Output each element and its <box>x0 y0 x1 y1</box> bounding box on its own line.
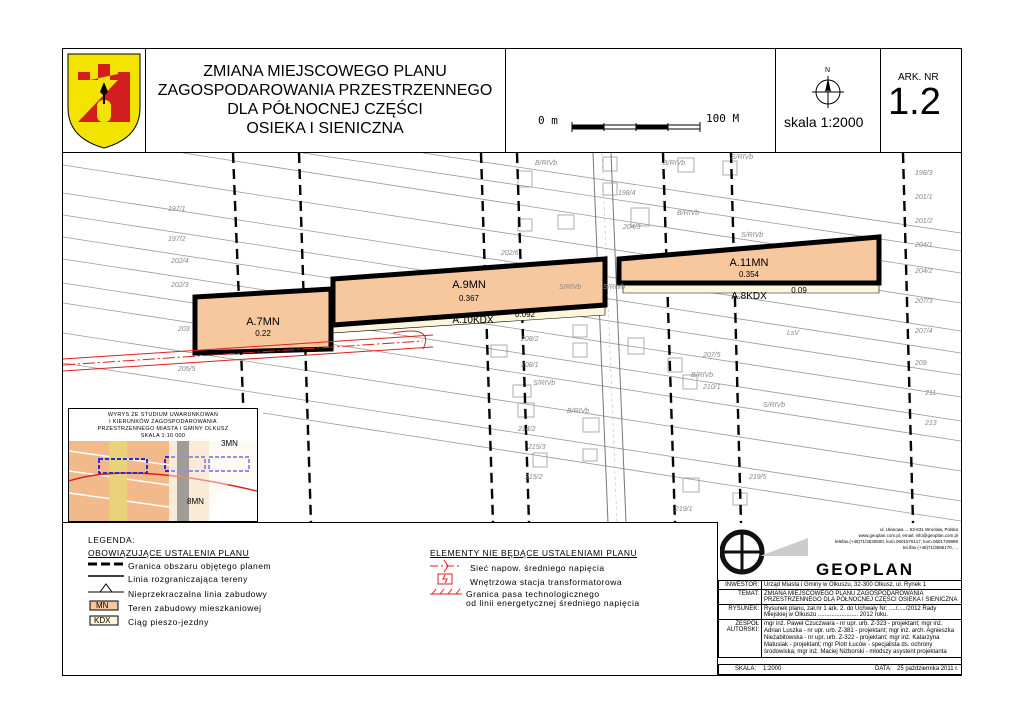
coat-of-arms-icon <box>64 50 144 150</box>
legend-binding-heading: OBOWIĄZUJĄCE USTALENIA PLANU <box>88 548 250 558</box>
legend-info-corridor-2: od linii energetycznej średniego napięcia <box>466 598 640 608</box>
legend-info-corridor-1: Granica pasa technologicznego <box>466 589 600 599</box>
legend-box-kdx: KDX <box>94 616 111 625</box>
road-label-a8kdx: A.8KDX <box>731 291 767 302</box>
title-row-scale-date: SKALA: 1:2000 DATA: 25 października 2011 r. <box>718 664 962 675</box>
svg-text:202/6: 202/6 <box>501 250 519 257</box>
svg-text:215/2: 215/2 <box>525 474 543 481</box>
svg-text:209: 209 <box>915 360 927 367</box>
header-divider-title <box>505 48 506 152</box>
legend-info-transformer: Wnętrzowa stacja transformatorowa <box>470 577 623 587</box>
svg-text:201/2: 201/2 <box>915 218 933 225</box>
svg-text:215/3: 215/3 <box>528 444 546 451</box>
svg-text:214/2: 214/2 <box>518 426 536 433</box>
title-block <box>718 580 962 658</box>
title-line-1: ZMIANA MIEJSCOWEGO PLANU <box>203 63 447 80</box>
svg-text:197/2: 197/2 <box>168 236 186 243</box>
svg-text:LsV: LsV <box>787 330 800 337</box>
scalebar-end-label: 100 M <box>706 112 740 125</box>
scalebar-start-label: 0 m <box>538 114 558 127</box>
svg-text:219/5: 219/5 <box>749 474 767 481</box>
svg-text:S/RIVb: S/RIVb <box>731 154 754 161</box>
svg-text:219/1: 219/1 <box>675 506 693 513</box>
legend-info-heading: ELEMENTY NIE BĘDĄCE USTALENIAMI PLANU <box>430 548 638 558</box>
zone-label-a7mn: A.7MN <box>246 316 280 328</box>
svg-text:S/RIVb: S/RIVb <box>603 284 626 291</box>
zone-value-a7mn: 0.22 <box>255 329 271 338</box>
svg-text:204/3: 204/3 <box>623 224 641 231</box>
title-line-3: DLA PÓŁNOCNEJ CZĘŚCI <box>227 101 423 118</box>
svg-text:210/1: 210/1 <box>703 384 721 391</box>
legend-box-mn: MN <box>96 601 109 610</box>
legend-divider <box>62 522 718 523</box>
legend-info-symbols <box>428 558 464 604</box>
svg-text:B/RIVb: B/RIVb <box>691 372 714 379</box>
road-label-a10kdx: A.10KDX <box>452 315 494 326</box>
road-value-a10kdx: 0.092 <box>514 310 536 319</box>
svg-text:205/5: 205/5 <box>178 366 196 373</box>
svg-text:S/RIVb: S/RIVb <box>741 232 764 239</box>
title-line-2: ZAGOSPODAROWANIA PRZESTRZENNEGO <box>157 82 493 99</box>
svg-text:201/1: 201/1 <box>915 194 933 201</box>
svg-text:B/RIVb: B/RIVb <box>663 160 686 167</box>
north-label: N <box>825 67 831 74</box>
inset-graphic <box>69 441 257 521</box>
svg-text:208/1: 208/1 <box>521 362 539 369</box>
road-value-a8kdx: 0.09 <box>791 286 807 295</box>
header-divider-scalebar <box>775 48 776 152</box>
sheet-label: ARK. NR <box>898 72 939 83</box>
scale-label: skala 1:2000 <box>784 114 864 130</box>
svg-text:213: 213 <box>925 420 937 427</box>
zone-value-a11mn: 0.354 <box>738 270 760 279</box>
svg-text:S/RIVb: S/RIVb <box>763 402 786 409</box>
scalebar <box>570 120 705 134</box>
legend-item-zone-line: Linia rozgraniczająca tereny <box>128 574 248 584</box>
svg-text:202/4: 202/4 <box>171 258 189 265</box>
svg-text:S/RIVb: S/RIVb <box>559 284 582 291</box>
svg-text:B/RIVb: B/RIVb <box>535 160 558 167</box>
svg-text:211: 211 <box>925 390 937 397</box>
zone-label-a11mn: A.11MN <box>729 257 769 269</box>
legend-item-building-line: Nieprzekraczalna linia zabudowy <box>128 589 268 599</box>
svg-text:208/2: 208/2 <box>521 336 539 343</box>
svg-text:198/3: 198/3 <box>915 170 933 177</box>
header-divider-sheet <box>880 48 881 152</box>
svg-text:B/RIVb: B/RIVb <box>677 210 700 217</box>
legend-item-residential: Teren zabudowy mieszkaniowej <box>128 603 262 613</box>
legend-title: LEGENDA: <box>88 535 135 545</box>
svg-text:198/4: 198/4 <box>618 190 636 197</box>
company-contact: ul. Ułanowa ... 53-631 Wrocław, Polska www.geoplan.com.pl, email: info@geoplan.com.pl telefax.(+48)71/3530600, kom.0601576117, kom.0601729888 tel./fax.(+48)71/3586170, ... <box>834 527 958 550</box>
svg-text:204/1: 204/1 <box>915 242 933 249</box>
title-row-investor: INWESTOR: Urząd Miasta i Gminy w Olkuszu, 32-300 Olkusz, ul. Rynek 1 <box>719 581 962 590</box>
svg-text:203: 203 <box>178 326 190 333</box>
sheet-number: 1.2 <box>888 81 941 123</box>
svg-text:197/1: 197/1 <box>168 206 186 213</box>
legend-info-power-line: Sieć napow. średniego napięcia <box>470 563 605 573</box>
svg-text:202/3: 202/3 <box>171 282 189 289</box>
inset-map <box>68 408 258 522</box>
company-name: GEOPLAN <box>816 560 915 579</box>
title-row-authors: ZESPÓŁ AUTORSKI: mgr inż. Paweł Czuczwara - nr upr. urb. Z-323 - projektant; mgr inż. Adrian Luszka - nr upr. urb. Z-381 - projektant; mgr inż. arch. Agnieszka Nieżabitowska - nr upr. urb. Z-322 - projektant; mgr inż. Katarzyna Matusiak - projektant; mgr Piotr Łuców - specjalista ds. ochrony środowiska; mgr inż. Maciej Niżborski - młodszy asystent projektanta <box>719 620 962 658</box>
svg-text:S/RIVb: S/RIVb <box>533 380 556 387</box>
legend-item-pedestrian-road: Ciąg pieszo-jezdny <box>128 617 209 627</box>
title-line-4: OSIEKA I SIENICZNA <box>246 120 404 137</box>
title-row-topic: TEMAT: ZMIANA MIEJSCOWEGO PLANU ZAGOSPODAROWANIA PRZESTRZENNEGO DLA PÓŁNOCNEJ CZĘŚCI OSIEKA I SIENICZNA <box>719 590 962 605</box>
zone-value-a9mn: 0.367 <box>458 294 480 303</box>
legend-item-plan-boundary: Granica obszaru objętego planem <box>128 561 272 571</box>
svg-text:207/4: 207/4 <box>915 328 933 335</box>
svg-text:204/2: 204/2 <box>915 268 933 275</box>
zone-label-a9mn: A.9MN <box>452 279 486 291</box>
geoplan-logo-icon <box>720 526 810 578</box>
title-row-drawing: RYSUNEK: Rysunek planu, zał.nr 1 ark. 2. do Uchwały Nr: ..../...../2012 Rady Miejskiej w Olkuszu ........................ 2012 roku. <box>719 605 962 620</box>
inset-title: WYRYS ZE STUDIUM UWARUNKOWAŃ I KIERUNKÓW ZAGOSPODAROWANIA PRZESTRZENNEGO MIASTA I GMINY OLKUSZ SKALA 1:10 000 <box>97 412 229 439</box>
svg-text:B/RIVb: B/RIVb <box>567 408 590 415</box>
plan-title <box>145 62 505 138</box>
inset-label-3mn: 3MN <box>221 439 238 448</box>
svg-text:207/3: 207/3 <box>915 298 933 305</box>
inset-label-8mn: 8MN <box>187 497 204 506</box>
svg-text:207/5: 207/5 <box>703 352 721 359</box>
